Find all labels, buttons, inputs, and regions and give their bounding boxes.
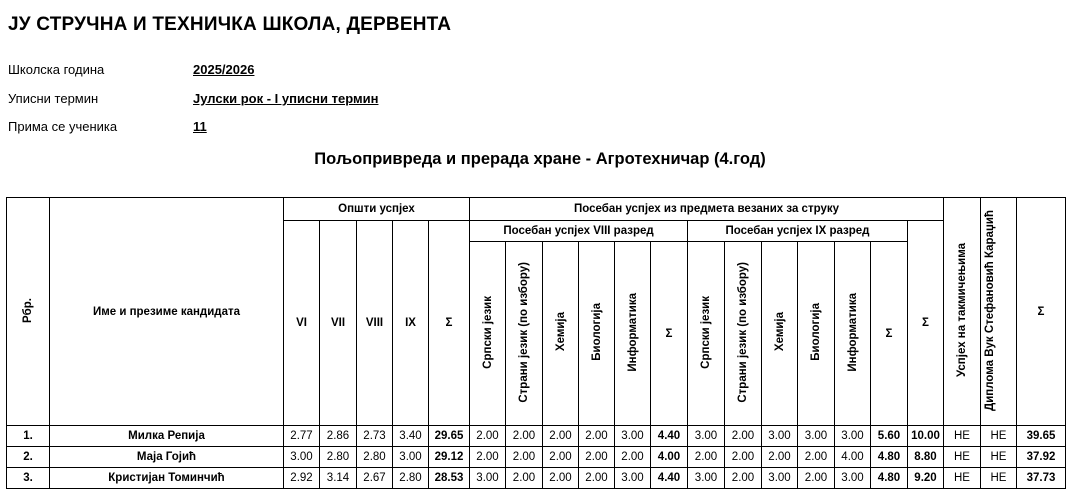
- ix-subject-cell: 4.00: [835, 447, 871, 468]
- viii-subject-cell: 2.00: [579, 468, 615, 489]
- general-sum: 29.65: [429, 426, 470, 447]
- school-year-label: Школска година: [8, 62, 105, 77]
- viii-serbian-header: Српски језик: [470, 242, 506, 426]
- viii-informatics-header: Информатика: [615, 242, 651, 426]
- total-score: 37.92: [1017, 447, 1066, 468]
- viii-subject-cell: 2.00: [543, 468, 579, 489]
- candidate-name: Маја Гојић: [50, 447, 284, 468]
- ix-subject-cell: 2.00: [725, 468, 762, 489]
- total-sigma-header: Σ: [1017, 198, 1066, 426]
- ix-subject-cell: 2.00: [725, 426, 762, 447]
- ix-subject-cell: 2.00: [725, 447, 762, 468]
- ix-sigma-header: Σ: [871, 242, 908, 426]
- total-score: 37.73: [1017, 468, 1066, 489]
- grade-cell: 2.73: [357, 426, 393, 447]
- viii-subject-cell: 2.00: [579, 447, 615, 468]
- ix-subject-cell: 2.00: [688, 447, 725, 468]
- ix-subject-cell: 3.00: [688, 468, 725, 489]
- ix-serbian-header: Српски језик: [688, 242, 725, 426]
- grade-viii-header: VIII: [357, 221, 393, 426]
- viii-subject-cell: 2.00: [506, 426, 543, 447]
- students-admitted-value: 11: [193, 119, 207, 134]
- grade-cell: 3.40: [393, 426, 429, 447]
- viii-subject-cell: 2.00: [543, 447, 579, 468]
- viii-chemistry-header: Хемија: [543, 242, 579, 426]
- viii-sum: 4.40: [651, 426, 688, 447]
- candidate-name-header: Име и презиме кандидата: [50, 198, 284, 426]
- grade-cell: 2.80: [320, 447, 357, 468]
- competition-cell: НЕ: [944, 426, 981, 447]
- students-admitted-label: Прима се ученика: [8, 119, 118, 134]
- viii-subject-cell: 2.00: [470, 426, 506, 447]
- viii-subject-cell: 2.00: [506, 468, 543, 489]
- special-ix-header: Посебан успјех IX разред: [688, 221, 908, 242]
- grade-cell: 2.67: [357, 468, 393, 489]
- grade-cell: 3.00: [393, 447, 429, 468]
- grade-ix-header: IX: [393, 221, 429, 426]
- viii-foreign-header: Страни језик (по избору): [506, 242, 543, 426]
- row-number: 2.: [7, 447, 50, 468]
- special-sigma-header: Σ: [908, 221, 944, 426]
- diploma-header: Диплома Вук Стефановић Караџић: [981, 198, 1017, 426]
- enrollment-term-label: Уписни термин: [8, 91, 99, 106]
- viii-subject-cell: 3.00: [615, 468, 651, 489]
- school-year-value: 2025/2026: [193, 62, 255, 77]
- grade-cell: 3.14: [320, 468, 357, 489]
- viii-subject-cell: 2.00: [506, 447, 543, 468]
- general-sum: 29.12: [429, 447, 470, 468]
- viii-sum: 4.40: [651, 468, 688, 489]
- grade-cell: 2.86: [320, 426, 357, 447]
- grade-cell: 2.80: [393, 468, 429, 489]
- table-row: [7, 426, 1066, 447]
- total-score: 39.65: [1017, 426, 1066, 447]
- viii-subject-cell: 2.00: [579, 426, 615, 447]
- rbr-header: Рбр.: [7, 198, 50, 426]
- ix-subject-cell: 3.00: [762, 426, 798, 447]
- grade-vii-header: VII: [320, 221, 357, 426]
- enrollment-term-value: Јулски рок - I уписни термин: [193, 91, 379, 106]
- viii-sum: 4.00: [651, 447, 688, 468]
- general-sigma-header: Σ: [429, 221, 470, 426]
- viii-subject-cell: 3.00: [470, 468, 506, 489]
- ix-subject-cell: 3.00: [835, 468, 871, 489]
- ix-informatics-header: Информатика: [835, 242, 871, 426]
- viii-subject-cell: 3.00: [615, 426, 651, 447]
- diploma-cell: НЕ: [981, 468, 1017, 489]
- candidate-name: Милка Репија: [50, 426, 284, 447]
- grade-cell: 2.80: [357, 447, 393, 468]
- viii-biology-header: Биологија: [579, 242, 615, 426]
- ix-biology-header: Биологија: [798, 242, 835, 426]
- competition-cell: НЕ: [944, 468, 981, 489]
- viii-subject-cell: 2.00: [470, 447, 506, 468]
- table-row: [7, 447, 1066, 468]
- ranking-table: [6, 197, 1066, 489]
- ix-subject-cell: 2.00: [762, 447, 798, 468]
- row-number: 1.: [7, 426, 50, 447]
- ix-sum: 4.80: [871, 468, 908, 489]
- ix-sum: 5.60: [871, 426, 908, 447]
- table-row: [7, 468, 1066, 489]
- grade-cell: 3.00: [284, 447, 320, 468]
- special-sum: 8.80: [908, 447, 944, 468]
- ix-subject-cell: 2.00: [798, 447, 835, 468]
- grade-vi-header: VI: [284, 221, 320, 426]
- viii-subject-cell: 2.00: [543, 426, 579, 447]
- candidate-name: Кристијан Томинчић: [50, 468, 284, 489]
- ix-sum: 4.80: [871, 447, 908, 468]
- ix-foreign-header: Страни језик (по избору): [725, 242, 762, 426]
- ix-subject-cell: 3.00: [762, 468, 798, 489]
- row-number: 3.: [7, 468, 50, 489]
- diploma-cell: НЕ: [981, 426, 1017, 447]
- diploma-cell: НЕ: [981, 447, 1017, 468]
- competition-header: Успјех на такмичењима: [944, 198, 981, 426]
- general-sum: 28.53: [429, 468, 470, 489]
- program-title: Пољопривреда и прерада хране - Агротехничар (4.год): [314, 150, 766, 168]
- special-success-header: Посебан успјех из предмета везаних за струку: [470, 198, 944, 221]
- ix-subject-cell: 3.00: [798, 426, 835, 447]
- competition-cell: НЕ: [944, 447, 981, 468]
- grade-cell: 2.92: [284, 468, 320, 489]
- ix-subject-cell: 2.00: [798, 468, 835, 489]
- ix-subject-cell: 3.00: [835, 426, 871, 447]
- viii-sigma-header: Σ: [651, 242, 688, 426]
- school-title: ЈУ СТРУЧНА И ТЕХНИЧКА ШКОЛА, ДЕРВЕНТА: [8, 14, 452, 35]
- special-sum: 10.00: [908, 426, 944, 447]
- special-viii-header: Посебан успјех VIII разред: [470, 221, 688, 242]
- general-success-header: Општи успјех: [284, 198, 470, 221]
- special-sum: 9.20: [908, 468, 944, 489]
- grade-cell: 2.77: [284, 426, 320, 447]
- ix-chemistry-header: Хемија: [762, 242, 798, 426]
- viii-subject-cell: 2.00: [615, 447, 651, 468]
- ix-subject-cell: 3.00: [688, 426, 725, 447]
